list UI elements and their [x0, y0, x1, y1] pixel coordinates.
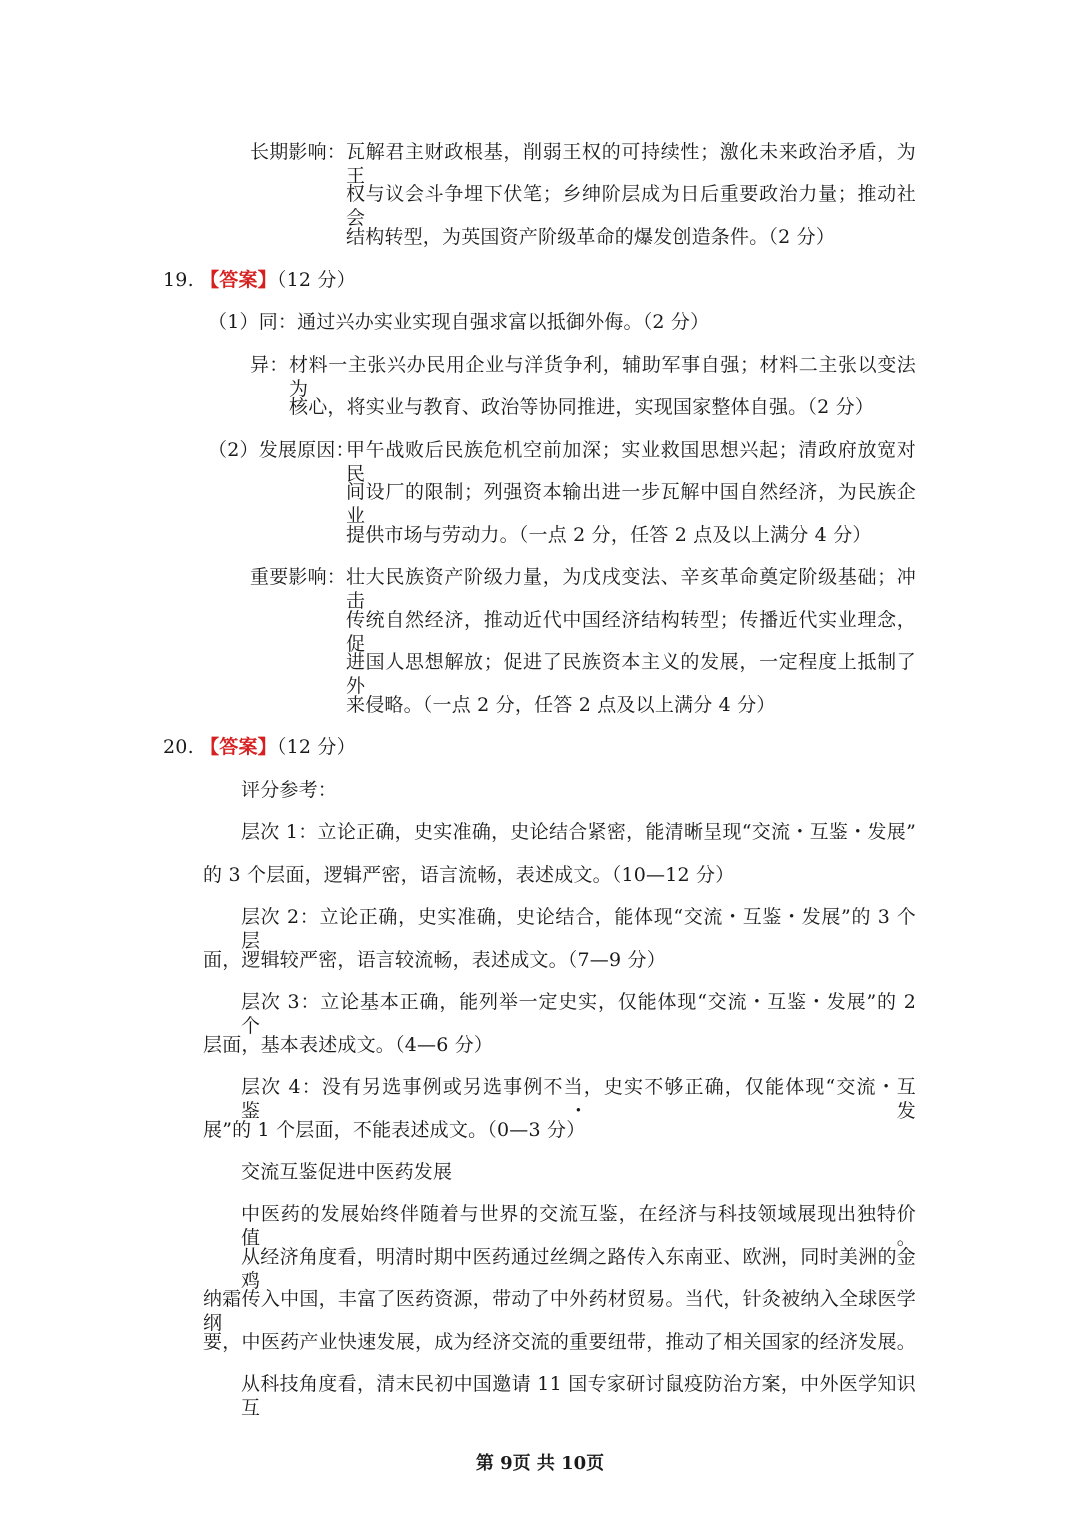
q19-part2-reason-line-2: 间设厂的限制；列强资本输出进一步瓦解中国自然经济，为民族企业 [346, 481, 916, 527]
q20-essay-title: 交流互鉴促进中医药发展 [241, 1161, 453, 1183]
q20-level-4-line-2: 展”的 1 个层面，不能表述成文。（0—3 分） [203, 1119, 586, 1141]
q20-level-2-line-1: 层次 2：立论正确，史实准确，史论结合，能体现“交流・互鉴・发展”的 3 个层 [241, 906, 916, 952]
q19-part1-diff-line-1: 材料一主张兴办民用企业与洋货争利，辅助军事自强；材料二主张以变法为 [289, 354, 916, 400]
q20-answer-tag: 【答案】 [200, 736, 277, 758]
q18-long-term-label: 长期影响： [250, 141, 347, 163]
q19-header [163, 268, 356, 292]
q19-part2-impact-line-1: 壮大民族资产阶级力量，为戊戌变法、辛亥革命奠定阶级基础；冲击 [346, 566, 916, 612]
q20-level-4-line-1: 层次 4：没有另选事例或另选事例不当，史实不够正确，仅能体现“交流・互鉴・发 [241, 1076, 916, 1122]
q20-essay-paragraph-2-line-1: 从经济角度看，明清时期中医药通过丝绸之路传入东南亚、欧洲，同时美洲的金鸡 [241, 1246, 916, 1292]
q18-long-term-line-3: 结构转型，为英国资产阶级革命的爆发创造条件。（2 分） [346, 226, 836, 248]
q19-part2-reason-line-1: 甲午战败后民族危机空前加深；实业救国思想兴起；清政府放宽对民 [346, 439, 916, 485]
q20-score: （12 分） [276, 736, 356, 758]
q19-score: （12 分） [276, 269, 356, 291]
q19-part2-impact-line-3: 进国人思想解放；促进了民族资本主义的发展，一定程度上抵制了外 [346, 651, 916, 697]
q19-number: 19. [163, 269, 194, 291]
q19-part2-impact-line-2: 传统自然经济，推动近代中国经济结构转型；传播近代实业理念，促 [346, 609, 916, 655]
q20-essay-paragraph-2-line-2: 纳霜传入中国，丰富了医药资源，带动了中外药材贸易。当代，针灸被纳入全球医学纲 [203, 1288, 916, 1334]
q20-level-2-line-2: 面，逻辑较严密，语言较流畅，表述成文。（7—9 分） [203, 949, 666, 971]
q20-level-1-line-1: 层次 1：立论正确，史实准确，史论结合紧密，能清晰呈现“交流・互鉴・发展” [241, 821, 916, 843]
q19-part1-diff-label: 异： [250, 354, 289, 376]
q19-part2-label: （2）发展原因： [208, 439, 355, 461]
q20-header [163, 735, 356, 759]
q20-ref-title: 评分参考： [241, 779, 338, 801]
q19-answer-tag: 【答案】 [200, 269, 277, 291]
q20-level-1-line-2: 的 3 个层面，逻辑严密，语言流畅，表述成文。（10—12 分） [203, 864, 735, 886]
q20-essay-paragraph-3: 从科技角度看，清末民初中国邀请 11 国专家研讨鼠疫防治方案，中外医学知识互 [241, 1373, 916, 1419]
q19-part2-impact-label: 重要影响： [250, 566, 347, 588]
page-footer: 第 9页 共 10页 [475, 1453, 605, 1474]
q20-essay-paragraph-2-line-3: 要，中医药产业快速发展，成为经济交流的重要纽带，推动了相关国家的经济发展。 [203, 1331, 916, 1353]
q19-part1-label: （1）同： [208, 311, 298, 333]
q19-part2-impact-line-4: 来侵略。（一点 2 分，任答 2 点及以上满分 4 分） [346, 694, 776, 716]
q20-number: 20. [163, 736, 194, 758]
q19-part1-same [208, 310, 709, 334]
q18-long-term-line-1: 瓦解君主财政根基，削弱王权的可持续性；激化未来政治矛盾，为王 [346, 141, 916, 187]
q19-part1-same-text: 通过兴办实业实现自强求富以抵御外侮。（2 分） [297, 311, 710, 333]
q20-level-3-line-1: 层次 3：立论基本正确，能列举一定史实，仅能体现“交流・互鉴・发展”的 2 个 [241, 991, 916, 1037]
q20-essay-paragraph-1: 中医药的发展始终伴随着与世界的交流互鉴，在经济与科技领域展现出独特价值。 [241, 1203, 916, 1249]
q18-long-term-line-2: 权与议会斗争埋下伏笔；乡绅阶层成为日后重要政治力量；推动社会 [346, 183, 916, 229]
q19-part2-reason-line-3: 提供市场与劳动力。（一点 2 分，任答 2 点及以上满分 4 分） [346, 524, 872, 546]
q19-part1-diff-line-2: 核心，将实业与教育、政治等协同推进，实现国家整体自强。（2 分） [289, 396, 875, 418]
q20-level-3-line-2: 层面，基本表述成文。（4—6 分） [203, 1034, 494, 1056]
